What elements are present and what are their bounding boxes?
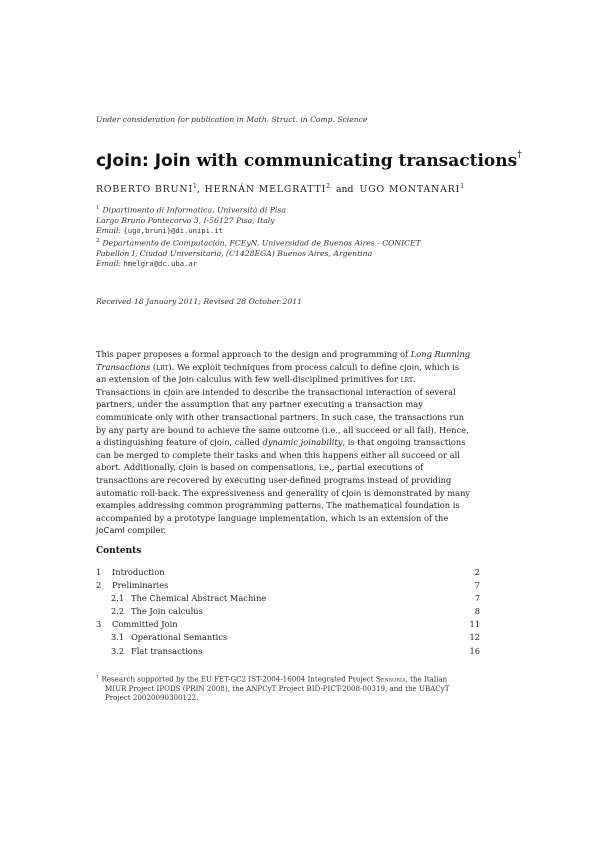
author-bruni: ROBERTO BRUNI xyxy=(96,184,194,195)
abstract-line: automatic roll-back. The expressiveness and generality of cJoin is demonstrated by many xyxy=(96,487,471,498)
affil-line xyxy=(96,259,421,269)
paper-title xyxy=(96,150,522,171)
toc-entry-label: Flat transactions xyxy=(131,645,203,656)
toc-entry-num: 2 xyxy=(96,580,102,591)
toc-entry-num: 1 xyxy=(96,567,102,577)
title-footnote-mark: † xyxy=(517,150,522,160)
received-dates: Received 18 January 2011; Revised 28 October 2011 xyxy=(96,297,303,306)
email-label: Email: xyxy=(96,259,124,269)
toc-entry-num: 3 xyxy=(96,619,102,630)
toc-entry-label: Introduction xyxy=(112,567,165,577)
toc-entry-num: 2.2 xyxy=(111,606,125,617)
toc-entry-label: The Join calculus xyxy=(131,606,203,617)
toc-entry-page: 2 xyxy=(474,567,480,577)
affil-uba-address: Pabellón I, Ciudad Universitaria, (C1428EGA) Buenos Aires, Argentina xyxy=(96,248,373,258)
toc-entry-page: 16 xyxy=(469,645,480,656)
toc-entry[interactable] xyxy=(96,567,480,580)
abstract-line: accompanied by a prototype language implementation, which is an extension of the xyxy=(96,512,449,523)
toc-entry[interactable] xyxy=(96,580,480,593)
abstract-line: transactions are recovered by executing user-defined programs instead of providing xyxy=(96,474,452,485)
toc-entry[interactable] xyxy=(96,593,480,606)
table-of-contents xyxy=(96,567,480,659)
toc-entry-page: 12 xyxy=(469,632,480,643)
abstract-line: Transactions (lrt). We exploit techniques from process calculi to define cJoin, which is xyxy=(96,361,460,372)
affil-line xyxy=(96,236,421,249)
abstract-line: an extension of the Join calculus with few well-disciplined primitives for lrt. xyxy=(96,374,416,385)
affil-line xyxy=(96,226,421,236)
author-list xyxy=(96,183,464,195)
abstract-line: examples addressing common programming patterns. The mathematical foundation is xyxy=(96,500,460,511)
author-separator: , xyxy=(196,184,205,195)
toc-entry[interactable] xyxy=(96,619,480,632)
toc-entry-page: 7 xyxy=(474,593,480,604)
abstract-line: This paper proposes a formal approach to the design and programming of Long Running xyxy=(96,349,471,359)
abstract-line: partners, under the assumption that any partner executing a transaction may xyxy=(96,399,423,410)
affil-line xyxy=(96,216,421,226)
author-bruni-affil: 1 xyxy=(193,183,197,190)
abstract xyxy=(96,348,488,537)
footnote-line: Project 20020090300122. xyxy=(105,693,199,703)
toc-entry-label: Preliminaries xyxy=(112,580,169,591)
affiliations xyxy=(96,203,421,269)
author-melgratti-affil: 2 xyxy=(326,183,330,190)
toc-entry[interactable] xyxy=(96,646,480,659)
footnote-line: † Research supported by the EU FET-GC2 IST-2004-16004 Integrated Project Sensoria, the Italian xyxy=(96,674,448,684)
toc-entry-label: Operational Semantics xyxy=(131,632,228,643)
email-pisa[interactable]: {ugo,bruni}@di.unipi.it xyxy=(123,225,223,235)
title-part-serif: with communicating transactions xyxy=(190,151,518,171)
toc-entry[interactable] xyxy=(96,632,480,645)
affil-pisa-dept: Dipartimento di Informatica, Università di Pisa xyxy=(102,205,286,215)
affil-line xyxy=(96,249,421,259)
author-montanari-affil: 1 xyxy=(460,183,465,190)
contents-heading: Contents xyxy=(96,546,142,556)
abstract-line: a distinguishing feature of cJoin, called dynamic joinability, is that ongoing transactions xyxy=(96,437,466,448)
abstract-line: abort. Additionally, cJoin is based on compensations, i.e., partial executions of xyxy=(96,462,424,473)
abstract-line: communicate only with other transactional partners. In such case, the transactions run xyxy=(96,411,465,422)
author-montanari: UGO MONTANARI xyxy=(359,184,461,195)
affil-pisa-address: Largo Bruno Pontecorvo 3, I-56127 Pisa, Italy xyxy=(96,215,275,225)
toc-entry-label: Committed Join xyxy=(112,619,178,630)
toc-entry-page: 7 xyxy=(474,580,480,591)
email-uba[interactable]: hmelgra@dc.uba.ar xyxy=(123,259,198,269)
toc-entry-num: 2.1 xyxy=(111,593,125,604)
abstract-line: can be merged to complete their tasks and when this happens either all succeed or all xyxy=(96,449,460,460)
affil-uba-dept: Departamento de Computación, FCEyN, Universidad de Buenos Aires - CONICET xyxy=(102,238,421,248)
footnote-mark: † xyxy=(96,674,99,680)
toc-entry-num: 3.2 xyxy=(111,645,125,656)
title-part-sans: cJoin: Join xyxy=(96,151,191,171)
toc-entry-page: 11 xyxy=(469,619,480,630)
toc-entry-num: 3.1 xyxy=(111,632,125,643)
abstract-line: by any party are bound to achieve the same outcome (i.e., all succeed or all fail). Hence, xyxy=(96,424,469,435)
toc-entry-label: The Chemical Abstract Machine xyxy=(131,593,267,604)
affil-mark-2: 2 xyxy=(96,238,100,245)
affil-mark-1: 1 xyxy=(96,205,100,211)
journal-header-note: Under consideration for publication in Math. Struct. in Comp. Science xyxy=(96,115,368,124)
footnote-line: MIUR Project IPODS (PRIN 2008), the ANPCyT Project BID-PICT-2008-00319, and the UBACyT xyxy=(105,683,450,693)
abstract-line: Transactions in cJoin are intended to describe the transactional interaction of several xyxy=(96,386,456,397)
toc-entry-page: 8 xyxy=(474,606,480,617)
affil-line xyxy=(96,203,421,216)
email-label: Email: xyxy=(96,225,124,235)
toc-entry[interactable] xyxy=(96,606,480,619)
author-melgratti: HERNÁN MELGRATTI xyxy=(204,184,327,195)
abstract-line: JoCaml compiler. xyxy=(96,525,167,536)
author-and: and xyxy=(336,184,354,195)
funding-footnote xyxy=(96,673,488,703)
